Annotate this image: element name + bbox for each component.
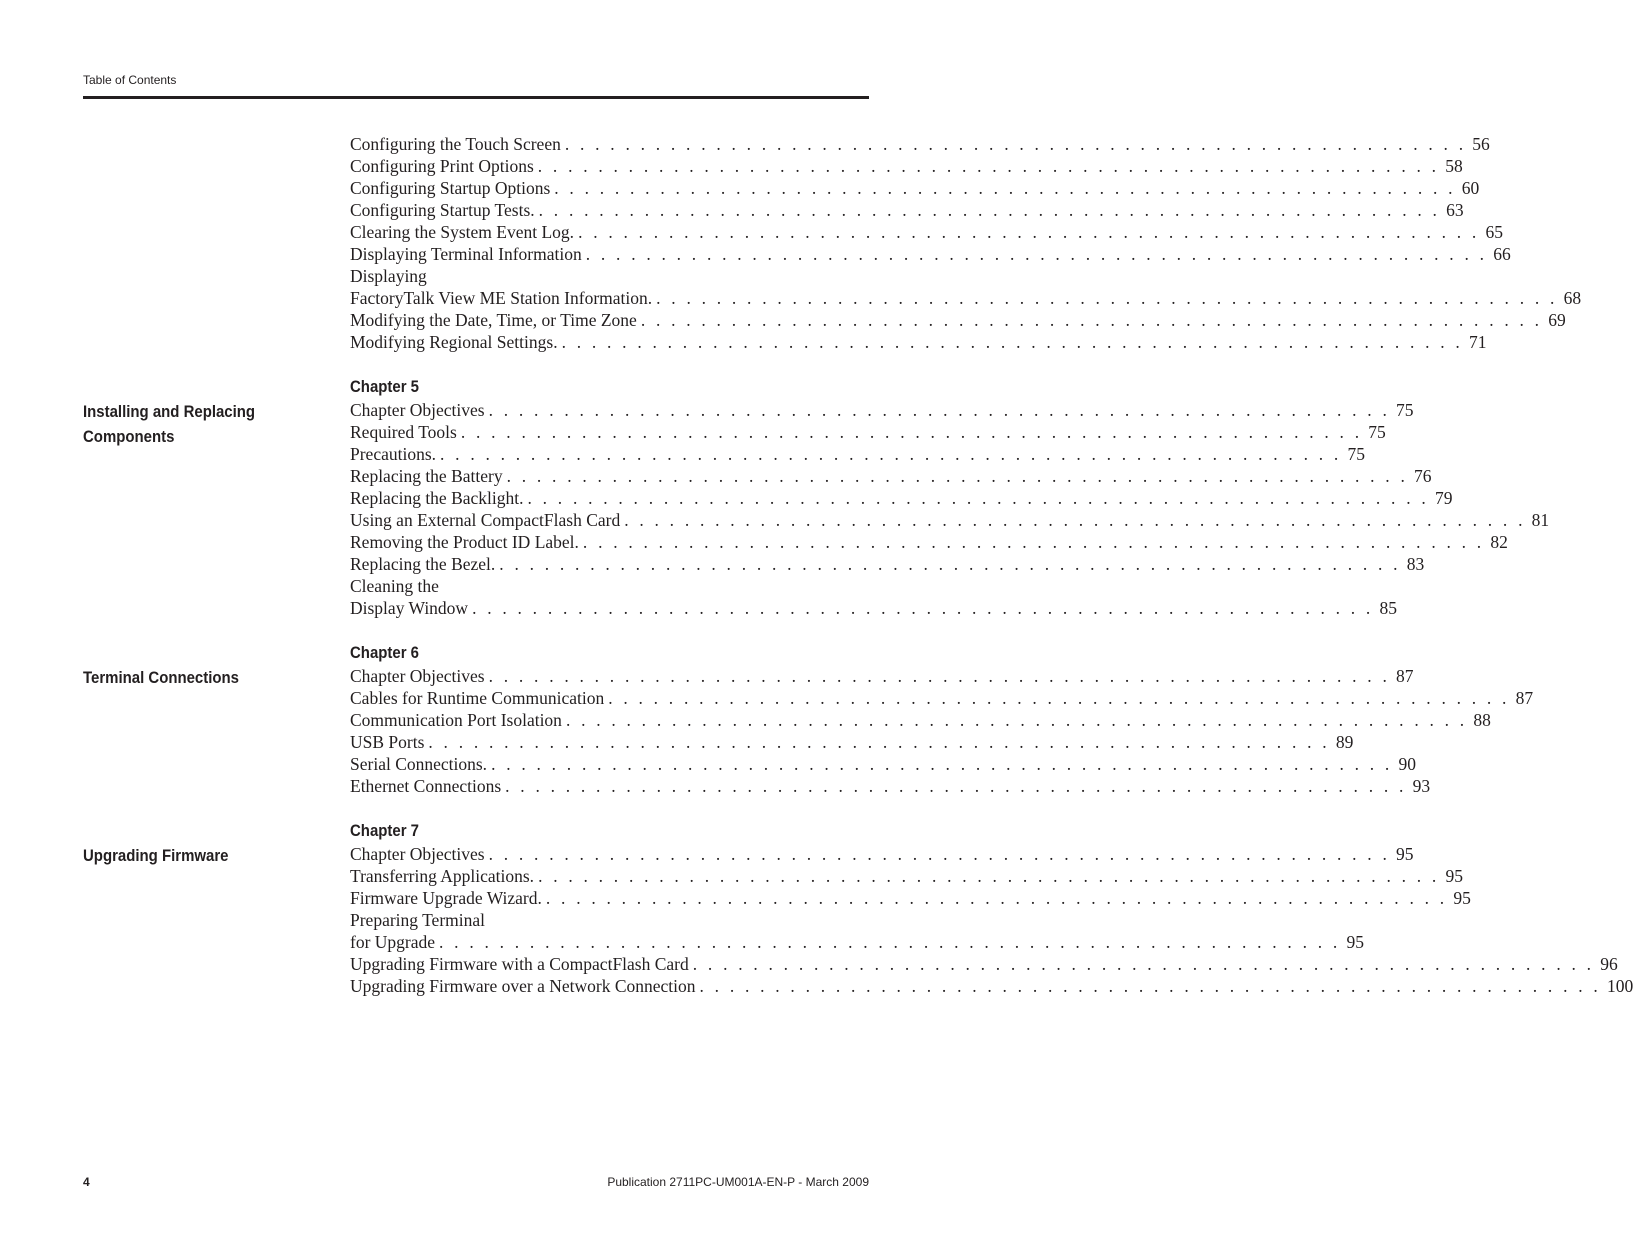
- toc-entry-title: Firmware Upgrade Wizard.: [350, 888, 542, 908]
- toc-entry-page: 87: [1396, 666, 1414, 686]
- dot-leader: . . . . . . . . . . . . . . . . . . . . . . . . . . . . . . . . . . . . . . . . . . . . . . . . . . . . . . . . . . . .: [692, 954, 1595, 974]
- dot-leader: . . . . . . . . . . . . . . . . . . . . . . . . . . . . . . . . . . . . . . . . . . . . . . . . . . . . . . . . . . . .: [428, 732, 1330, 752]
- chapter-label: Chapter 5: [350, 377, 420, 396]
- toc-chapter-block: [83, 375, 1550, 619]
- toc-entry[interactable]: [350, 421, 1386, 443]
- toc-entry[interactable]: [350, 287, 1582, 309]
- toc-chapter-block: [83, 819, 1633, 997]
- toc-entry-page: 90: [1398, 754, 1416, 774]
- toc-entry-page: 60: [1461, 178, 1480, 198]
- toc-entry-title: Transferring Applications.: [350, 866, 535, 886]
- toc-entry-page: 71: [1469, 332, 1487, 352]
- toc-entry[interactable]: [350, 133, 1490, 155]
- publication-info: Publication 2711PC-UM001A-EN-P - March 2009: [607, 1175, 869, 1189]
- dot-leader: . . . . . . . . . . . . . . . . . . . . . . . . . . . . . . . . . . . . . . . . . . . . . . . . . . . . . . . . . . . .: [565, 710, 1468, 730]
- toc-entry[interactable]: [350, 309, 1566, 331]
- toc-entry-list: [350, 399, 1550, 619]
- toc-entry-page: 63: [1446, 200, 1464, 220]
- running-header: Table of Contents: [83, 73, 177, 87]
- toc-entry-title: Chapter Objectives: [350, 400, 485, 420]
- toc-entry[interactable]: [350, 399, 1414, 421]
- toc-entry-title: Clearing the System Event Log.: [350, 222, 575, 242]
- toc-entry-page: 89: [1335, 732, 1354, 752]
- dot-leader: . . . . . . . . . . . . . . . . . . . . . . . . . . . . . . . . . . . . . . . . . . . . . . . . . . . . . . . . . . . .: [506, 466, 1409, 486]
- toc-entry-title: Replacing the Backlight.: [350, 488, 524, 508]
- toc-entry-title: USB Ports: [350, 732, 425, 752]
- toc-entry-title: Serial Connections.: [350, 754, 488, 774]
- toc-entry-page: 79: [1434, 488, 1453, 508]
- dot-leader: . . . . . . . . . . . . . . . . . . . . . . . . . . . . . . . . . . . . . . . . . . . . . . . . . . . . . . . . . . . .: [440, 444, 1342, 464]
- dot-leader: . . . . . . . . . . . . . . . . . . . . . . . . . . . . . . . . . . . . . . . . . . . . . . . . . . . . . . . . . . . .: [488, 400, 1391, 420]
- toc-entry-title: Replacing the Battery: [350, 466, 503, 486]
- toc-entry-page: 95: [1445, 866, 1463, 886]
- toc-entry-page: 76: [1414, 466, 1432, 486]
- toc-entry-title: Modifying Regional Settings.: [350, 332, 558, 352]
- dot-leader: . . . . . . . . . . . . . . . . . . . . . . . . . . . . . . . . . . . . . . . . . . . . . . . . . . . . . . . . . . . .: [699, 976, 1601, 996]
- toc-entry-page: 82: [1490, 532, 1508, 552]
- toc-entry-title: FactoryTalk View ME Station Information.: [350, 288, 653, 308]
- dot-leader: . . . . . . . . . . . . . . . . . . . . . . . . . . . . . . . . . . . . . . . . . . . . . . . . . . . . . . . . . . . .: [472, 598, 1374, 618]
- toc-entry-title: Ethernet Connections: [350, 776, 502, 796]
- dot-leader: . . . . . . . . . . . . . . . . . . . . . . . . . . . . . . . . . . . . . . . . . . . . . . . . . . . . . . . . . . . .: [608, 688, 1510, 708]
- toc-entry[interactable]: [350, 265, 869, 287]
- toc-entry-page: 83: [1406, 554, 1425, 574]
- toc-entry-page: 58: [1445, 156, 1463, 176]
- toc-chapter-block: [83, 641, 1534, 797]
- dot-leader: . . . . . . . . . . . . . . . . . . . . . . . . . . . . . . . . . . . . . . . . . . . . . . . . . . . . . . . . . . . .: [505, 776, 1407, 796]
- toc-entry-title: Displaying: [350, 266, 427, 286]
- toc-entry-title: Communication Port Isolation: [350, 710, 562, 730]
- header-rule: [83, 96, 869, 99]
- page-number: 4: [83, 1175, 90, 1189]
- dot-leader: . . . . . . . . . . . . . . . . . . . . . . . . . . . . . . . . . . . . . . . . . . . . . . . . . . . . . . . . . . . .: [488, 844, 1391, 864]
- toc-entry-page: 75: [1368, 422, 1386, 442]
- toc-entry-title: Using an External CompactFlash Card: [350, 510, 621, 530]
- toc-entry[interactable]: [350, 199, 1464, 221]
- toc-entry-page: 100: [1606, 976, 1633, 996]
- toc-entry[interactable]: [350, 775, 1431, 797]
- toc-entry[interactable]: [350, 553, 1425, 575]
- dot-leader: . . . . . . . . . . . . . . . . . . . . . . . . . . . . . . . . . . . . . . . . . . . . . . . . . . . . . . . . . . . .: [537, 156, 1440, 176]
- toc-entry-page: 95: [1396, 844, 1414, 864]
- toc-entry-title: Chapter Objectives: [350, 844, 485, 864]
- dot-leader: . . . . . . . . . . . . . . . . . . . . . . . . . . . . . . . . . . . . . . . . . . . . . . . . . . . . . . . . . . . .: [561, 332, 1464, 352]
- toc-entry-page: 66: [1493, 244, 1511, 264]
- toc-entry-title: Configuring Startup Tests.: [350, 200, 535, 220]
- chapter-label: Chapter 7: [350, 821, 420, 840]
- dot-leader: . . . . . . . . . . . . . . . . . . . . . . . . . . . . . . . . . . . . . . . . . . . . . . . . . . . . . . . . . . . .: [585, 244, 1488, 264]
- chapter-title: Installing and Replacing Components: [83, 402, 256, 446]
- dot-leader: . . . . . . . . . . . . . . . . . . . . . . . . . . . . . . . . . . . . . . . . . . . . . . . . . . . . . . . . . . . .: [656, 288, 1558, 308]
- dot-leader: . . . . . . . . . . . . . . . . . . . . . . . . . . . . . . . . . . . . . . . . . . . . . . . . . . . . . . . . . . . .: [527, 488, 1429, 508]
- toc-entry-title: Configuring the Touch Screen: [350, 134, 561, 154]
- toc-entry[interactable]: [350, 243, 1511, 265]
- dot-leader: . . . . . . . . . . . . . . . . . . . . . . . . . . . . . . . . . . . . . . . . . . . . . . . . . . . . . . . . . . . .: [488, 666, 1391, 686]
- toc-entry[interactable]: [350, 221, 1503, 243]
- toc-entry[interactable]: [350, 687, 1534, 709]
- toc-entry-list: [350, 843, 1633, 997]
- toc-entry-page: 69: [1548, 310, 1566, 330]
- dot-leader: . . . . . . . . . . . . . . . . . . . . . . . . . . . . . . . . . . . . . . . . . . . . . . . . . . . . . . . . . . . .: [491, 754, 1393, 774]
- dot-leader: . . . . . . . . . . . . . . . . . . . . . . . . . . . . . . . . . . . . . . . . . . . . . . . . . . . . . . . . . . . .: [538, 200, 1441, 220]
- toc-entry[interactable]: [350, 909, 869, 931]
- toc-entry[interactable]: [350, 731, 1354, 753]
- toc-entry-title: Displaying Terminal Information: [350, 244, 582, 264]
- toc-entry-list: [350, 665, 1534, 797]
- toc-entry-page: 75: [1396, 400, 1414, 420]
- toc-entry[interactable]: [350, 509, 1550, 531]
- toc-entry[interactable]: [350, 487, 1453, 509]
- toc-entry-page: 88: [1473, 710, 1491, 730]
- toc-entry[interactable]: [350, 155, 1463, 177]
- dot-leader: . . . . . . . . . . . . . . . . . . . . . . . . . . . . . . . . . . . . . . . . . . . . . . . . . . . . . . . . . . . .: [460, 422, 1363, 442]
- toc-entry-page: 95: [1453, 888, 1471, 908]
- dot-leader: . . . . . . . . . . . . . . . . . . . . . . . . . . . . . . . . . . . . . . . . . . . . . . . . . . . . . . . . . . . .: [578, 222, 1480, 242]
- toc-chapter-block: [83, 133, 1582, 353]
- toc-entry[interactable]: [350, 531, 1508, 553]
- toc-entry[interactable]: [350, 575, 869, 597]
- toc-entry-title: Configuring Startup Options: [350, 178, 551, 198]
- toc-entry-list: [350, 133, 1582, 353]
- toc-entry-title: Cleaning the: [350, 576, 439, 596]
- toc-entry-page: 95: [1346, 932, 1364, 952]
- toc-entry-page: 68: [1563, 288, 1582, 308]
- toc-entry-title: Upgrading Firmware over a Network Connection: [350, 976, 696, 996]
- dot-leader: . . . . . . . . . . . . . . . . . . . . . . . . . . . . . . . . . . . . . . . . . . . . . . . . . . . . . . . . . . . .: [538, 866, 1440, 886]
- chapter-label: Chapter 6: [350, 643, 420, 662]
- toc-entry-title: Replacing the Bezel.: [350, 554, 496, 574]
- toc-entry-page: 96: [1600, 954, 1618, 974]
- chapter-title: Terminal Connections: [83, 668, 239, 687]
- toc-entry-title: Modifying the Date, Time, or Time Zone: [350, 310, 637, 330]
- toc-entry[interactable]: [350, 443, 1365, 465]
- toc-entry-page: 81: [1531, 510, 1550, 530]
- toc-entry-title: Precautions.: [350, 444, 437, 464]
- toc-entry-title: Cables for Runtime Communication: [350, 688, 605, 708]
- dot-leader: . . . . . . . . . . . . . . . . . . . . . . . . . . . . . . . . . . . . . . . . . . . . . . . . . . . . . . . . . . . .: [564, 134, 1467, 154]
- dot-leader: . . . . . . . . . . . . . . . . . . . . . . . . . . . . . . . . . . . . . . . . . . . . . . . . . . . . . . . . . . . .: [554, 178, 1456, 198]
- toc-entry-title: Chapter Objectives: [350, 666, 485, 686]
- toc-entry[interactable]: [350, 177, 1480, 199]
- table-of-contents: [83, 133, 1633, 1019]
- toc-entry-title: Preparing Terminal: [350, 910, 486, 930]
- toc-entry-page: 65: [1485, 222, 1503, 242]
- toc-entry-title: for Upgrade: [350, 932, 436, 952]
- dot-leader: . . . . . . . . . . . . . . . . . . . . . . . . . . . . . . . . . . . . . . . . . . . . . . . . . . . . . . . . . . . .: [640, 310, 1543, 330]
- dot-leader: . . . . . . . . . . . . . . . . . . . . . . . . . . . . . . . . . . . . . . . . . . . . . . . . . . . . . . . . . . . .: [499, 554, 1401, 574]
- dot-leader: . . . . . . . . . . . . . . . . . . . . . . . . . . . . . . . . . . . . . . . . . . . . . . . . . . . . . . . . . . . .: [624, 510, 1526, 530]
- toc-entry[interactable]: [350, 865, 1463, 887]
- dot-leader: . . . . . . . . . . . . . . . . . . . . . . . . . . . . . . . . . . . . . . . . . . . . . . . . . . . . . . . . . . . .: [545, 888, 1448, 908]
- toc-entry-title: Required Tools: [350, 422, 457, 442]
- toc-entry[interactable]: [350, 975, 1633, 997]
- toc-entry-page: 75: [1347, 444, 1365, 464]
- toc-entry[interactable]: [350, 465, 1432, 487]
- toc-entry-page: 93: [1412, 776, 1431, 796]
- toc-entry[interactable]: [350, 931, 1364, 953]
- toc-entry[interactable]: [350, 709, 1491, 731]
- toc-entry-page: 85: [1379, 598, 1398, 618]
- toc-entry[interactable]: [350, 331, 1487, 353]
- toc-entry[interactable]: [350, 843, 1414, 865]
- toc-entry-title: Removing the Product ID Label.: [350, 532, 579, 552]
- toc-entry[interactable]: [350, 753, 1416, 775]
- dot-leader: . . . . . . . . . . . . . . . . . . . . . . . . . . . . . . . . . . . . . . . . . . . . . . . . . . . . . . . . . . . .: [582, 532, 1485, 552]
- dot-leader: . . . . . . . . . . . . . . . . . . . . . . . . . . . . . . . . . . . . . . . . . . . . . . . . . . . . . . . . . . . .: [439, 932, 1341, 952]
- chapter-title: Upgrading Firmware: [83, 846, 229, 865]
- toc-entry-page: 56: [1472, 134, 1490, 154]
- toc-entry-title: Configuring Print Options: [350, 156, 534, 176]
- toc-entry[interactable]: [350, 953, 1618, 975]
- toc-entry-page: 87: [1515, 688, 1534, 708]
- toc-entry[interactable]: [350, 665, 1414, 687]
- toc-entry[interactable]: [350, 597, 1398, 619]
- toc-entry-title: Upgrading Firmware with a CompactFlash Card: [350, 954, 689, 974]
- toc-entry[interactable]: [350, 887, 1471, 909]
- toc-entry-title: Display Window: [350, 598, 469, 618]
